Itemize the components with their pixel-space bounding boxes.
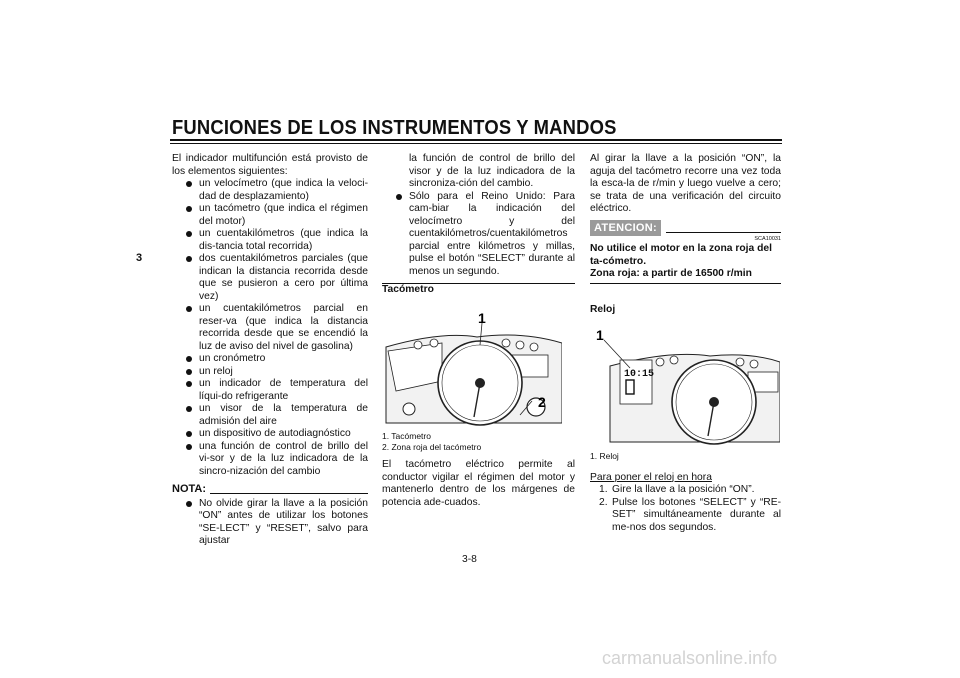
section-heading-tachometer: Tacómetro	[382, 284, 434, 295]
tachometer-illustration	[382, 303, 562, 427]
header-rule	[170, 139, 782, 141]
step-number: 2.	[599, 496, 608, 508]
reference-code: SCA10031	[754, 236, 781, 242]
page-number: 3-8	[462, 554, 477, 565]
page-title: FUNCIONES DE LOS INSTRUMENTOS Y MANDOS	[172, 117, 617, 139]
intro-text: Al girar la llave a la posición “ON”, la aguja del tacómetro recorre una vez toda la esca-la de r/min y luego vuelve a cero; se trata de una verificación del circuito eléctrico.	[590, 153, 781, 214]
tachometer-figure	[382, 303, 575, 432]
procedure-title: Para poner el reloj en hora	[590, 471, 712, 483]
figure-caption: 1. Tacómetro	[382, 431, 431, 441]
list-item: un reloj	[172, 366, 368, 379]
list-item: un velocímetro (que indica la veloci-dad de desplazamiento)	[172, 178, 368, 203]
list-item: un cuentakilómetros (que indica la dis-tancia total recorrida)	[172, 228, 368, 253]
callout-2: 2	[538, 393, 546, 410]
nota-item: No olvide girar la llave a la posición “ON” antes de utilizar los botones “SE-LECT” y “RESET”, salvo para ajustar	[172, 498, 368, 548]
continuation-text: la función de control de brillo del visor y de la luz indicadora de la sincroniza-ción del cambio.	[409, 153, 575, 189]
atencion-rule	[666, 232, 781, 233]
list-item: un cuentakilómetros parcial en reser-va (que indica la distancia recorrida desde que se encendió la luz de aviso del nivel de gasolina)	[172, 303, 368, 353]
procedure-step	[590, 497, 781, 535]
step-text: Pulse los botones “SELECT” y “RE-SET” simultáneamente durante al me-nos dos segundos.	[612, 496, 781, 533]
list-item: un tacómetro (que indica el régimen del motor)	[172, 203, 368, 228]
clock-figure	[590, 322, 781, 451]
section-heading-clock: Reloj	[590, 303, 616, 315]
list-item: un indicador de temperatura del líqui-do refrigerante	[172, 378, 368, 403]
figure-caption: 1. Reloj	[590, 450, 619, 461]
chapter-tab: 3	[136, 252, 143, 264]
callout-1: 1	[596, 327, 604, 343]
list-item: un visor de la temperatura de admisión del aire	[172, 403, 368, 428]
callout-1: 1	[478, 309, 486, 326]
step-number: 1.	[599, 484, 608, 495]
column-2	[382, 153, 575, 509]
intro-text: El indicador multifunción está provisto de los elementos siguientes:	[172, 153, 368, 177]
column-3	[590, 153, 781, 534]
warning-text: No utilice el motor en la zona roja del ta-cómetro.	[590, 243, 772, 267]
tachometer-body: El tacómetro eléctrico permite al conductor vigilar el régimen del motor y mantenerlo dentro de los márgenes de potencia ade-cuados.	[382, 459, 575, 508]
list-item: una función de control de brillo del vi-sor y de la luz indicadora de la sincro-nización del cambio	[172, 441, 368, 479]
nota-rule	[210, 493, 368, 494]
atencion-end-rule	[590, 283, 781, 284]
nota-label: NOTA:	[172, 483, 207, 495]
svg-text:10:15: 10:15	[624, 369, 655, 380]
header-rule-thin	[170, 143, 782, 144]
atencion-badge: ATENCION:	[590, 220, 661, 237]
list-item: Sólo para el Reino Unido: Para cam-biar la indicación del velocímetro y del cuentakilómetros/cuentakilómetros parcial entre kilómetros y millas, pulse el botón “SELECT” durante al menos un segundo.	[382, 191, 575, 279]
list-item: un dispositivo de autodiagnóstico	[172, 428, 368, 441]
nota-header	[172, 483, 368, 496]
step-text: Gire la llave a la posición “ON”.	[612, 484, 755, 495]
watermark: carmanualsonline.info	[602, 648, 778, 668]
figure-caption: 2. Zona roja del tacómetro	[382, 442, 482, 452]
clock-illustration	[590, 322, 780, 446]
list-item: un cronómetro	[172, 353, 368, 366]
list-item: dos cuentakilómetros parciales (que indican la distancia recorrida desde que se pusieron a cero por última vez)	[172, 253, 368, 303]
column-1	[172, 153, 368, 548]
procedure-step	[590, 484, 781, 497]
atencion-header	[590, 220, 781, 237]
warning-redzone: Zona roja: a partir de 16500 r/min	[590, 268, 752, 279]
